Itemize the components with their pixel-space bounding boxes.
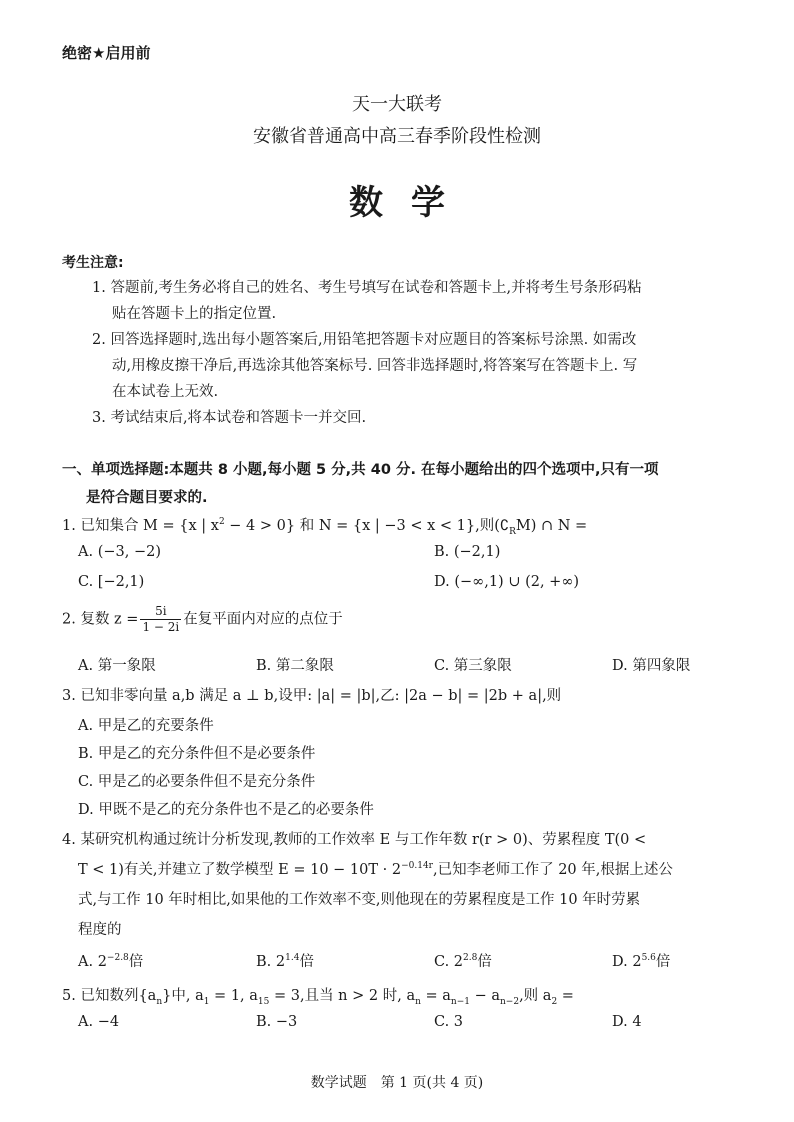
- notice-line: 动,用橡皮擦干净后,再选涂其他答案标号. 回答非选择题时,将答案写在答题卡上. 写: [112, 358, 638, 374]
- q3-option-a[interactable]: A. 甲是乙的充要条件: [78, 718, 214, 734]
- notice-line: 2. 回答选择题时,选出每小题答案后,用铅笔把答题卡对应题目的答案标号涂黑. 如需改: [92, 332, 637, 348]
- question-5-stem: 5. 已知数列$\{a_n\}$中, $a_1 = 1$, $a_{15} = 3$,且当 n > 2 时, $a_n = a_{n-1} - a_{n-2}$,则 $a_2$ =: [62, 988, 574, 1007]
- q4-option-b[interactable]: B. $2^{1.4}$倍: [256, 953, 314, 970]
- q3-option-b[interactable]: B. 甲是乙的充分条件但不是必要条件: [78, 746, 316, 762]
- q2-option-d[interactable]: D. 第四象限: [612, 658, 691, 674]
- q1-option-c[interactable]: C. [−2,1): [78, 574, 145, 590]
- q2-option-b[interactable]: B. 第二象限: [256, 658, 334, 674]
- q1-option-a[interactable]: A. (−3, −2): [78, 544, 161, 560]
- notice-line: 1. 答题前,考生务必将自己的姓名、考生号填写在试卷和答题卡上,并将考生号条形码粘: [92, 280, 642, 296]
- q5-option-a[interactable]: A. −4: [78, 1014, 120, 1030]
- q4-option-c[interactable]: C. $2^{2.8}$倍: [434, 953, 492, 970]
- fraction: $\frac{5i}{1 - 2i}$: [142, 604, 180, 634]
- question-2-stem: 2. 复数 z = $\frac{5i}{1 - 2i}$ 在复平面内对应的点位于: [62, 604, 343, 634]
- question-4-stem-cont: 程度的: [78, 922, 122, 938]
- notice-line: 贴在答题卡上的指定位置.: [112, 306, 277, 322]
- question-4-stem-cont: T < 1)有关,并建立了数学模型 $E = 10 - 10T \cdot 2^{-0.14r}$,已知李老师工作了 20 年,根据上述公: [78, 861, 673, 878]
- q4-option-d[interactable]: D. $2^{5.6}$倍: [612, 953, 671, 970]
- q1-option-b[interactable]: B. (−2,1): [434, 544, 501, 560]
- q5-option-d[interactable]: D. 4: [612, 1014, 642, 1030]
- q4-option-a[interactable]: A. $2^{-2.8}$倍: [78, 953, 144, 970]
- page-footer: 数学试题 第 1 页(共 4 页): [310, 1075, 484, 1091]
- section-heading: 一、单项选择题:本题共 8 小题,每小题 5 分,共 40 分. 在每小题给出的四个选项中,只有一项: [62, 462, 659, 478]
- exam-organizer: 天一大联考: [352, 94, 442, 115]
- section-heading-cont: 是符合题目要求的.: [86, 490, 208, 506]
- question-4-stem: 4. 某研究机构通过统计分析发现,教师的工作效率 E 与工作年数 r(r > 0)、劳累程度 T(0 <: [62, 832, 647, 848]
- q2-option-c[interactable]: C. 第三象限: [434, 658, 512, 674]
- notice-title: 考生注意:: [62, 255, 124, 271]
- q5-option-c[interactable]: C. 3: [434, 1014, 464, 1030]
- question-4-stem-cont: 式,与工作 10 年时相比,如果他的工作效率不变,则他现在的劳累程度是工作 10 年时劳累: [78, 892, 641, 908]
- q2-option-a[interactable]: A. 第一象限: [78, 658, 156, 674]
- confidential-label: 绝密★启用前: [62, 44, 151, 62]
- notice-line: 3. 考试结束后,将本试卷和答题卡一并交回.: [92, 410, 367, 426]
- q3-option-c[interactable]: C. 甲是乙的必要条件但不是充分条件: [78, 774, 316, 790]
- exam-name: 安徽省普通高中高三春季阶段性检测: [253, 126, 541, 147]
- q1-option-d[interactable]: D. (−∞,1) ∪ (2, +∞): [434, 574, 580, 590]
- question-1-stem: 1. 已知集合 M = {x | $x^2 - 4 > 0$} 和 N = {x | −3 < x < 1},则$(∁_RM)$ ∩ N =: [62, 517, 588, 537]
- q3-option-d[interactable]: D. 甲既不是乙的充分条件也不是乙的必要条件: [78, 802, 374, 818]
- question-3-stem: 3. 已知非零向量 a,b 满足 a ⊥ b,设甲: |a| = |b|,乙: |2a − b| = |2b + a|,则: [62, 688, 562, 704]
- q5-option-b[interactable]: B. −3: [256, 1014, 298, 1030]
- notice-line: 在本试卷上无效.: [112, 384, 219, 400]
- subject-title: 数学: [349, 183, 473, 223]
